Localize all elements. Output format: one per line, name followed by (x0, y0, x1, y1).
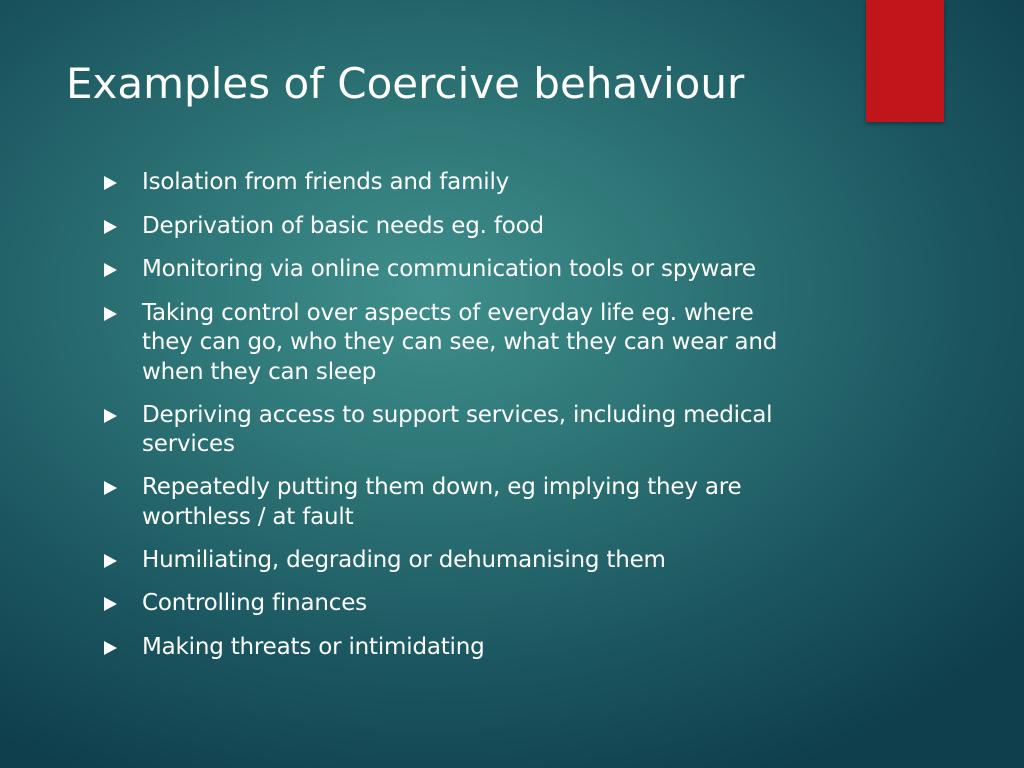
list-item (104, 546, 804, 576)
list-item (104, 633, 804, 663)
list-item (104, 255, 804, 285)
bullet-text: Monitoring via online communication tools or spyware (142, 256, 756, 282)
triangle-right-icon (104, 212, 142, 242)
triangle-right-icon (104, 633, 142, 663)
triangle-right-icon (104, 299, 142, 329)
accent-bar (866, 0, 944, 122)
triangle-right-icon (104, 401, 142, 431)
triangle-right-icon (104, 589, 142, 619)
list-item (104, 168, 804, 198)
triangle-right-icon (104, 546, 142, 576)
bullet-text: Depriving access to support services, including medical services (142, 401, 773, 457)
bullet-text: Controlling finances (142, 590, 367, 616)
list-item (104, 589, 804, 619)
bullet-text: Deprivation of basic needs eg. food (142, 212, 544, 239)
list-item (104, 473, 804, 532)
list-item (104, 401, 804, 460)
triangle-right-icon (104, 473, 142, 503)
list-item (104, 299, 804, 388)
slide-title: Examples of Coercive behaviour (66, 59, 745, 108)
triangle-right-icon (104, 168, 142, 198)
bullet-text: Humiliating, degrading or dehumanising them (142, 546, 666, 573)
bullet-text: Making threats or intimidating (142, 633, 485, 660)
list-item (104, 212, 804, 242)
bullet-text: Isolation from friends and family (142, 169, 510, 195)
bullet-text: Repeatedly putting them down, eg implying they are worthless / at fault (142, 474, 742, 530)
bullet-list (104, 168, 804, 676)
triangle-right-icon (104, 255, 142, 285)
bullet-text: Taking control over aspects of everyday life eg. where they can go, who they can see, what they can wear and when they can sleep (142, 299, 778, 385)
